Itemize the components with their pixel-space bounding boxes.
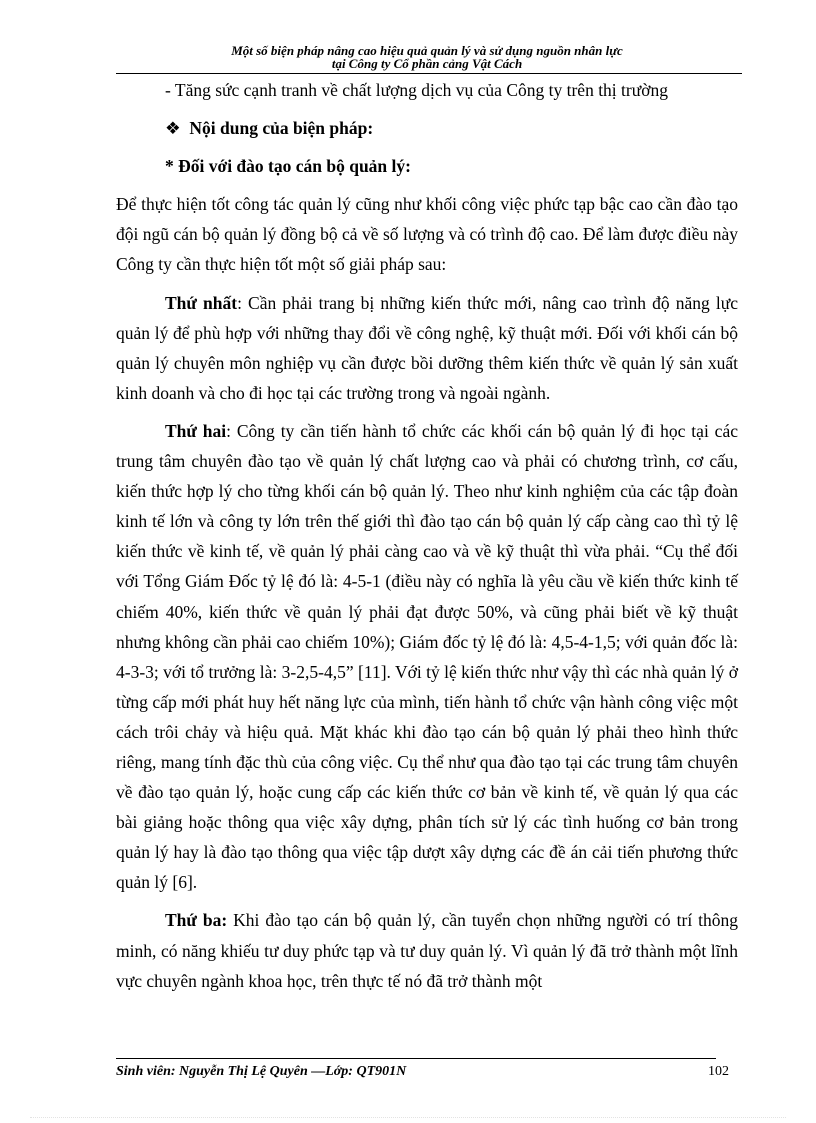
paragraph-second-label: Thứ hai [165,420,227,441]
page-body [116,75,738,996]
header-line-1: Một số biện pháp nâng cao hiệu quả quản lý và sử dụng nguồn nhân lực [231,43,623,58]
paragraph-first-label: Thứ nhất [165,292,238,313]
bullet-line: - Tăng sức cạnh tranh về chất lượng dịch vụ của Công ty trên thị trường [165,80,668,100]
paragraph-second-text: : Công ty cần tiến hành tổ chức các khối cán bộ quản lý đi học tại các trung tâm chuyên đào tạo về quản lý chất lượng cao và phải có chương trình, cơ cấu, kiến thức hợp lý cho từng khối cán bộ quản lý. Theo như kinh nghiệm của các tập đoàn kinh tế lớn và công ty lớn trên thế giới thì đào tạo cán bộ quản lý cấp càng cao thì tỷ lệ kiến thức về kinh tế, về quản lý phải càng cao và về kỹ thuật thì vừa phải. “Cụ thể đối với Tổng Giám Đốc tỷ lệ đó là: 4-5-1 (điều này có nghĩa là yêu cầu về kiến thức kinh tế chiếm 40%, kiến thức về quản lý phải đạt được 50%, và cũng phải biết về kỹ thuật nhưng không cần phải cao chiếm 10%); Giám đốc tỷ lệ đó là: 4,5-4-1,5; với quản đốc là: 4-3-3; với tổ trưởng là: 3-2,5-4,5” [11]. Với tỷ lệ kiến thức như vậy thì các nhà quản lý ở từng cấp mới phát huy hết năng lực của mình, tiến hành tổ chức vận hành công việc một cách trôi chảy và hiệu quả. Mặt khác khi đào tạo cán bộ quản lý phải theo hình thức riêng, mang tính đặc thù của công việc. Cụ thể như qua đào tạo tại các trung tâm chuyên về đào tạo quản lý, hoặc cung cấp các kiến thức cơ bản về kinh tế, về quản lý qua các bài giảng hoặc thông qua việc xây dựng, phân tích sử lý các tình huống cơ bản trong quản lý hay là đào tạo thông qua việc tập dượt xây dựng các đề án cải tiến phương thức quản lý [6]. [116,420,738,893]
header-rule [116,73,742,74]
header-line-2: tại Công ty Cổ phần cảng Vật Cách [331,56,523,71]
section-heading-text: Nội dung của biện pháp: [189,118,374,139]
page-number: 102 [708,1064,729,1079]
footer-rule [116,1058,716,1059]
section-heading [116,113,738,143]
paragraph-third-text: Khi đào tạo cán bộ quản lý, cần tuyển chọn những người có trí thông minh, có năng khiếu tư duy phức tạp và tư duy quản lý. Vì quản lý đã trở thành một lĩnh vực chuyên ngành khoa học, trên thực tế nó đã trở thành một [116,910,739,991]
running-header [116,44,738,70]
paragraph-first [116,288,738,408]
intro-paragraph: Để thực hiện tốt công tác quản lý cũng như khối công việc phức tạp bậc cao cần đào tạo đội ngũ cán bộ quản lý đồng bộ cả về số lượng và có trình độ cao. Để làm được điều này Công ty cần thực hiện tốt một số giải pháp sau: [116,194,738,275]
paragraph-third [116,905,738,995]
diamond-bullet-icon: ❖ [165,118,181,139]
footer-student: Sinh viên: Nguyễn Thị Lệ Quyên —Lớp: QT901N [116,1064,407,1079]
subheading: * Đối với đào tạo cán bộ quản lý: [165,156,411,177]
paragraph-second [116,416,738,898]
paragraph-third-label: Thứ ba: [165,910,228,931]
page-edge-dotted-line [30,1117,786,1118]
paragraph-first-text: : Cần phải trang bị những kiến thức mới, nâng cao trình độ năng lực quản lý để phù hợp với những thay đổi về công nghệ, kỹ thuật mới. Đối với khối cán bộ quản lý chuyên môn nghiệp vụ cần được bồi dưỡng thêm kiến thức về quản lý sản xuất kinh doanh và cho đi học tại các trường trong và ngoài ngành. [116,292,738,403]
